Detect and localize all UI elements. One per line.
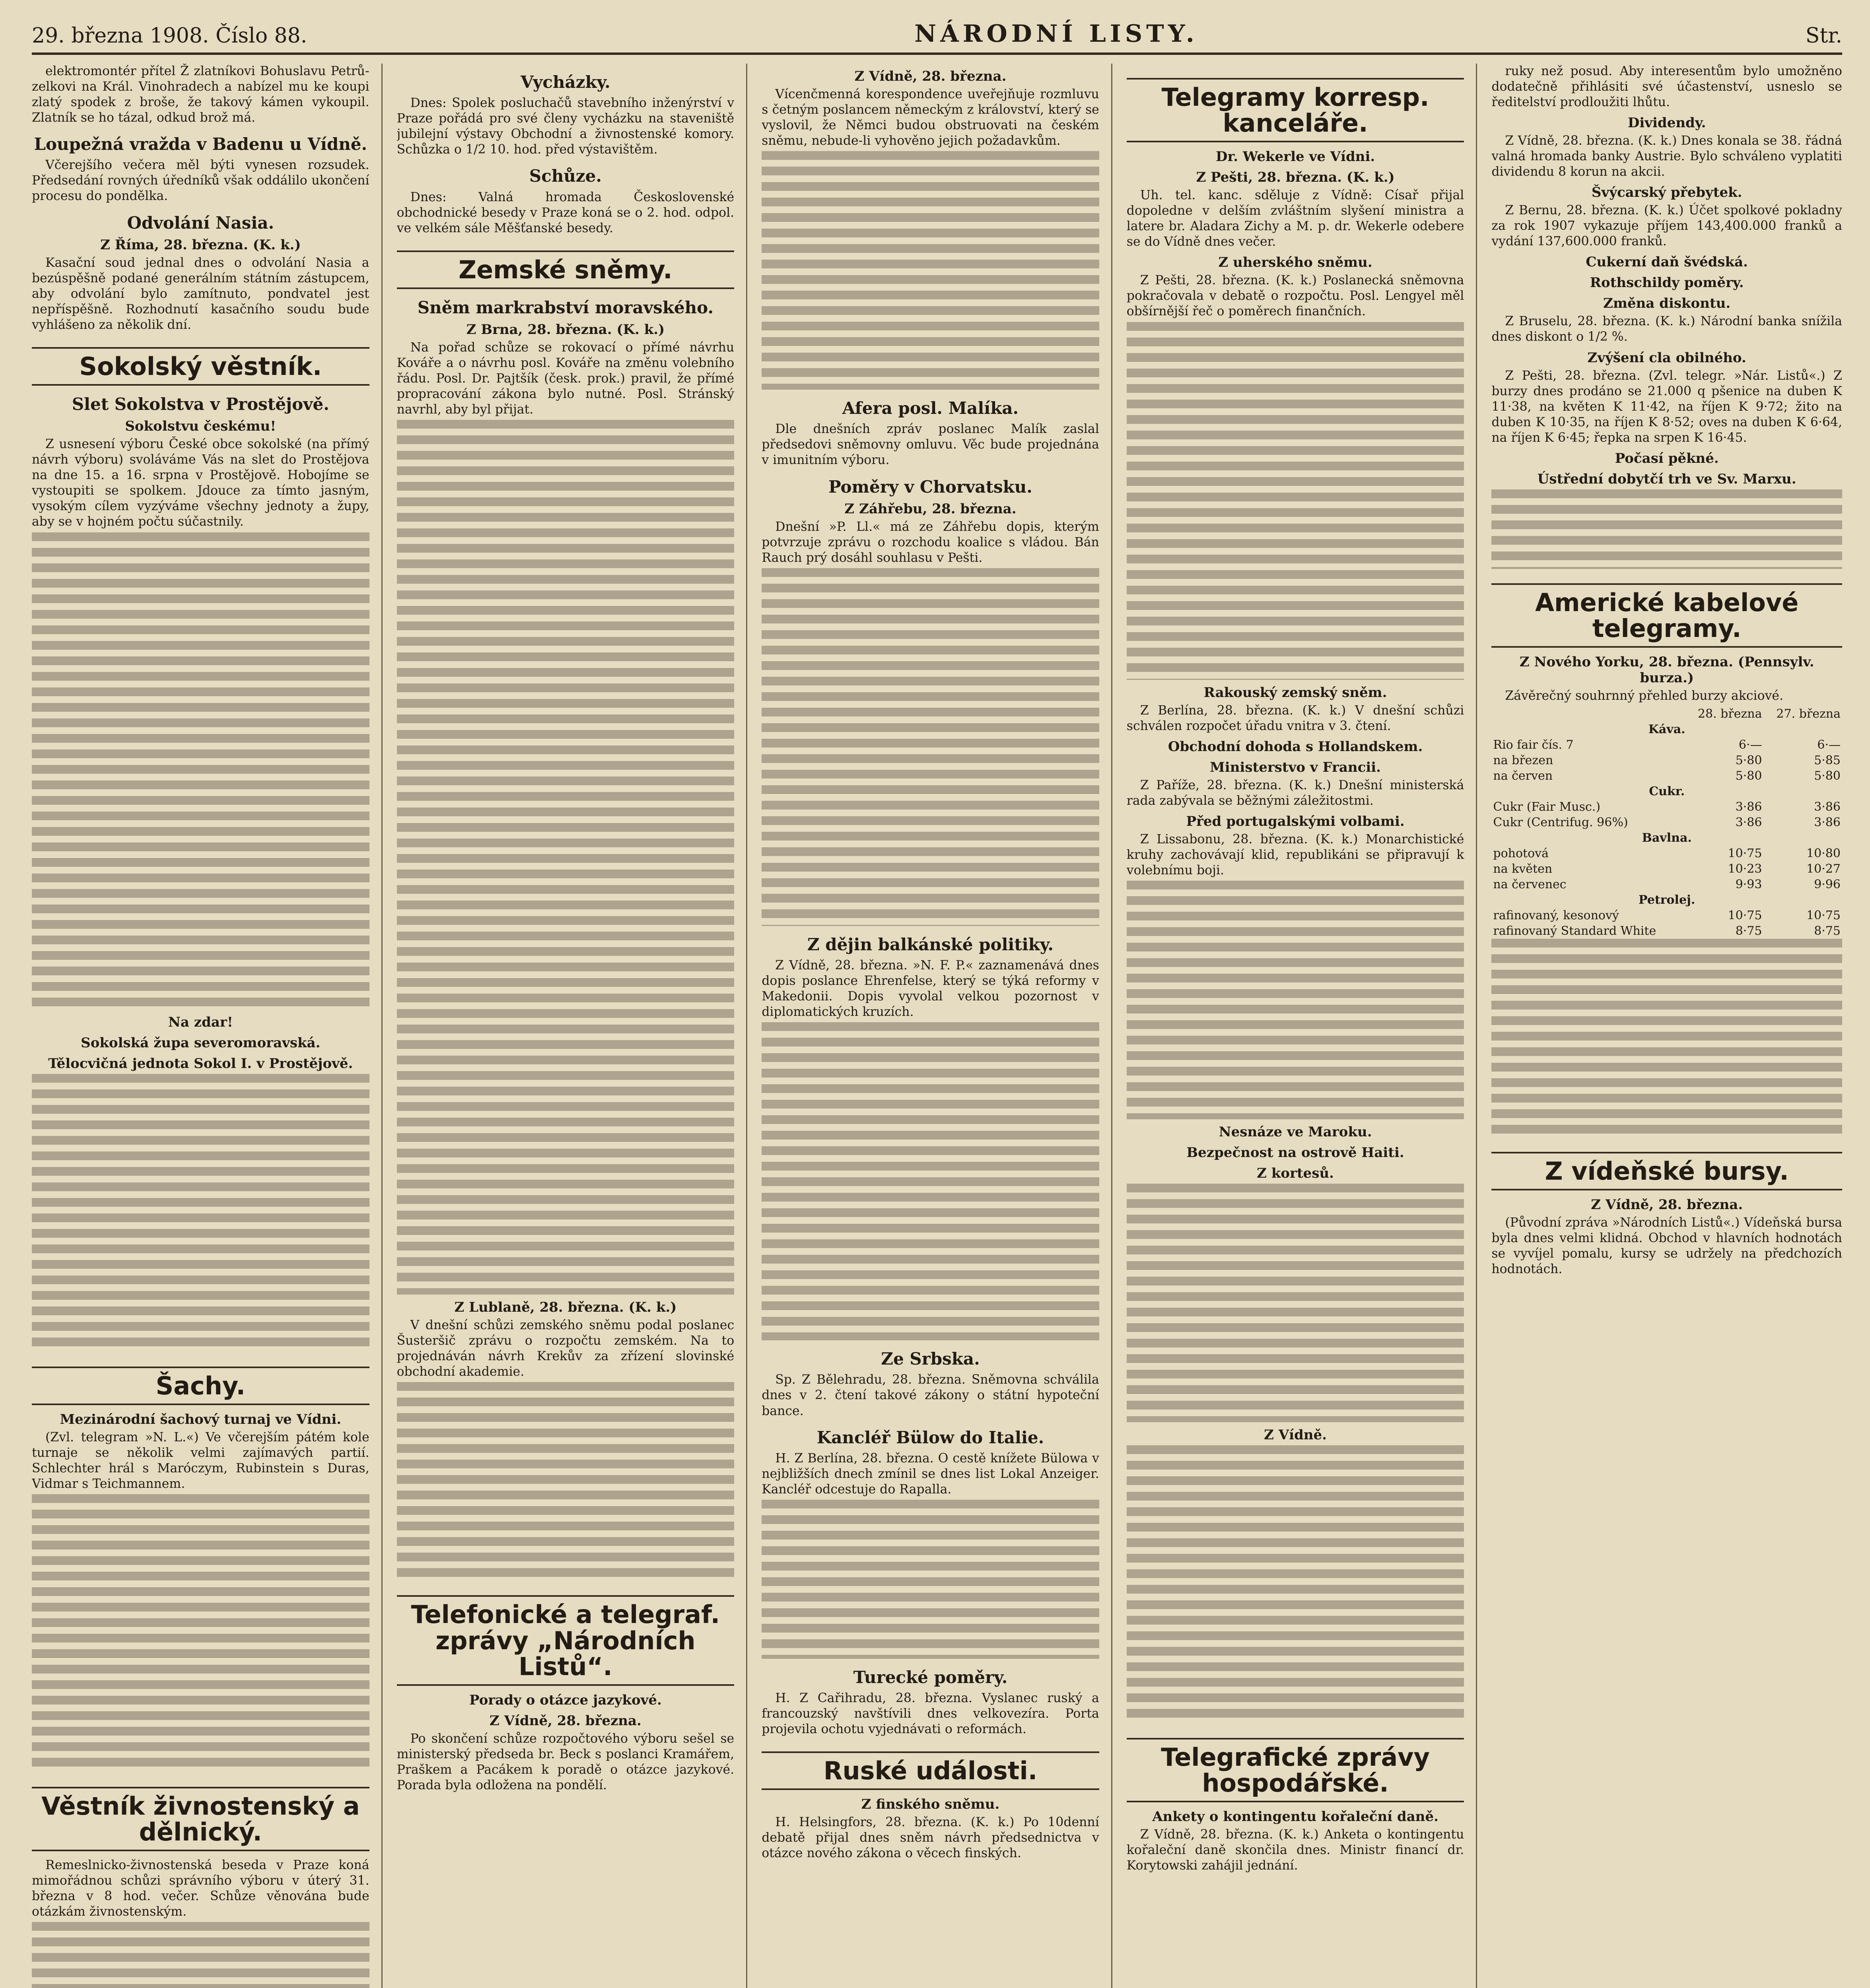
- subheadline: Ministerstvo v Francii.: [1210, 759, 1381, 775]
- headline: Turecké poměry.: [853, 1667, 1008, 1687]
- article-text: Z Bruselu, 28. března. (K. k.) Národní banka snížila dnes diskont o 1/2 %.: [1491, 314, 1842, 344]
- text-block: [397, 420, 735, 1295]
- table-cell: 10·75: [1728, 908, 1762, 922]
- subheadline: Nesnáze ve Maroku.: [1219, 1124, 1372, 1140]
- table-cell: 5·80: [1735, 753, 1762, 767]
- masthead: [32, 16, 1842, 55]
- article-text: (Původní zpráva »Národních Listů«.) Vídeňská bursa byla dnes velmi klidná. Obchod v hlavních hodnotách se vyvíjel pomalu, kursy se udržely na předchozích hodnotách.: [1491, 1215, 1842, 1277]
- subheadline: Z uherského sněmu.: [1218, 254, 1372, 271]
- subheadline: Mezinárodní šachový turnaj ve Vídni.: [60, 1411, 342, 1427]
- section-title: Americké kabelové telegramy.: [1491, 583, 1842, 648]
- article-text: H. Helsingfors, 28. března. (K. k.) Po 10denní debatě přijal dnes sněm návrh předsednictva v otázce nového zákona o věcech finských.: [762, 1815, 1099, 1861]
- table-cell: 5·80: [1735, 769, 1762, 783]
- headline: Slet Sokolstva v Prostějově.: [72, 394, 329, 414]
- text-block: [32, 1494, 369, 1773]
- article-text: Sp. Z Bělehradu, 28. března. Sněmovna schválila dnes v 2. čtení takové zákony o státní hypoteční bance.: [762, 1373, 1099, 1418]
- table-row: [1491, 815, 1842, 830]
- table-cell: na červenec: [1493, 877, 1567, 891]
- column-1: [32, 64, 383, 1988]
- article-text: Po skončení schůze rozpočtového výboru sešel se ministerský předseda br. Beck s poslanci Kramářem, Praškem a Pacákem k poradě o otázce jazykové. Porada byla odložena na pondělí.: [397, 1731, 735, 1792]
- subheadline: Změna diskontu.: [1603, 295, 1731, 312]
- article-text: Z Pešti, 28. března. (K. k.) Poslanecká sněmovna pokračovala v debatě o rozpočtu. Posl. Lengyel měl obšírnější řeč o poměrech finančních.: [1126, 273, 1464, 319]
- table-row: [1491, 768, 1842, 784]
- article-text: (Zvl. telegram »N. L.«) Ve včerejším pátém kole turnaje se několik velmi zajímavých partií. Schlechter hrál s Maróczym, Rubinstein s Duras, Vidmar s Teichmannem.: [32, 1430, 369, 1491]
- column-4: [1127, 64, 1477, 1988]
- subheadline: Rothschildy poměry.: [1590, 275, 1744, 291]
- dateline: Z Lublaně, 28. března. (K. k.): [454, 1299, 677, 1316]
- text-block: [1127, 881, 1464, 1119]
- headline: Z dějin balkánské politiky.: [807, 934, 1054, 954]
- subheadline: Ústřední dobytčí trh ve Sv. Marxu.: [1537, 471, 1796, 487]
- table-cell: na květen: [1493, 862, 1553, 876]
- table-cell: 5·80: [1814, 769, 1841, 783]
- headline: Loupežná vražda v Badenu u Vídně.: [34, 134, 367, 154]
- table-group-title: Cukr.: [1649, 784, 1685, 798]
- table-cell: 6·—: [1738, 738, 1762, 752]
- table-cell: 27. března: [1776, 707, 1841, 721]
- article-text: V dnešní schůzi zemského sněmu podal poslanec Šusteršič zprávu o rozpočtu zemském. Na to projednáván návrh Krekův za zřízení slovinské obchodní akademie.: [397, 1318, 735, 1379]
- page-number: Str.: [1805, 24, 1842, 48]
- signature: Na zdar!: [168, 1014, 233, 1030]
- table-header-row: [1491, 706, 1842, 722]
- article-text: Dle dnešních zpráv poslanec Malík zaslal předsedovi sněmovny omluvu. Věc bude projednána v imunitním výboru.: [762, 422, 1099, 468]
- article-text: Dnes: Valná hromada Československé obchodnické besedy v Praze koná se o 2. hod. odpol. ve velkém sále Měšťanské besedy.: [397, 190, 735, 235]
- subheadline: Bezpečnost na ostrově Haiti.: [1186, 1144, 1404, 1161]
- dateline: Z Pešti, 28. března. (K. k.): [1196, 169, 1395, 186]
- article-text: Kasační soud jednal dnes o odvolání Nasia a bezúspěšně podané generálním státním zástupcem, aby odvolání bylo zamítnuto, pondvatel jest nepříspěšně. Rozhodnutí kasačního soudu bude vyhlášeno za několik dní.: [32, 255, 369, 332]
- table-row: [1491, 908, 1842, 923]
- article-text: H. Z Cařihradu, 28. března. Vyslanec ruský a francouzský navštívili dnes velkovezíra. Porta projevila ochotu vyjednávati o reformách.: [762, 1691, 1099, 1737]
- headline: Sněm markrabství moravského.: [417, 297, 714, 317]
- article-text: Dnes: Spolek posluchačů stavebního inženýrství v Praze pořádá pro své členy vycházku na staveniště jubilejní výstavy Obchodní a živnostenské komory. Schůzka o 1/2 10. hod. před výstavištěm.: [397, 96, 735, 157]
- table-cell: rafinovaný, kesonový: [1493, 908, 1619, 922]
- subheadline: Dr. Wekerle ve Vídni.: [1215, 149, 1375, 165]
- subheadline: Sokolstvu českému!: [125, 418, 276, 435]
- table-cell: 5·85: [1814, 753, 1841, 767]
- text-block: [32, 1922, 369, 1988]
- table-group-title: Káva.: [1648, 722, 1685, 736]
- subheadline: Ankety o kontingentu kořaleční daně.: [1152, 1809, 1438, 1825]
- text-block: [1491, 939, 1842, 1138]
- table-cell: 9·93: [1735, 877, 1762, 891]
- table-cell: 9·96: [1814, 877, 1841, 891]
- table-cell: rafinovaný Standard White: [1493, 924, 1656, 938]
- article-text: Z usnesení výboru České obce sokolské (na přímý návrh výboru) svoláváme Vás na slet do Prostějova na dne 15. a 16. srpna v Prostějově. Hobojíme se vystoupiti se spolkem. Jdouce za tímto jasným, vysokým cílem vyzýváme všechny jednoty a župy, aby se v hojném počtu súčastnily.: [32, 437, 369, 529]
- headline: Odvolání Nasia.: [127, 213, 274, 233]
- table-row: [1491, 737, 1842, 753]
- section-title: Ruské události.: [762, 1751, 1099, 1790]
- table-cell: pohotová: [1493, 846, 1549, 860]
- subheadline: Dividendy.: [1627, 115, 1706, 131]
- table-cell: 3·86: [1814, 800, 1841, 814]
- text-block: [397, 1382, 735, 1581]
- subheadline: Cukerní daň švédská.: [1586, 254, 1748, 270]
- article-text: elektromontér přítel Ž zlatníkovi Bohuslavu Petrů-zelkovi na Král. Vinohradech a nabízel mu ke koupi zlatý spodek z broše, že takový kámen vykoupil. Zlatník se ho tázal, odkud brož má.: [32, 64, 369, 125]
- subheadline: Porady o otázce jazykové.: [469, 1692, 662, 1708]
- commodity-table: [1491, 706, 1842, 939]
- table-row: [1491, 861, 1842, 877]
- column-5: [1491, 64, 1842, 1988]
- table-cell: 3·86: [1735, 815, 1762, 829]
- table-row: [1491, 846, 1842, 861]
- table-row: [1491, 753, 1842, 768]
- table-row: [1491, 799, 1842, 815]
- text-block: [762, 151, 1099, 390]
- article-text: Z Pešti, 28. března. (Zvl. telegr. »Nár. Listů«.) Z burzy dnes prodáno se 21.000 q pšenice na duben K 11·38, na květen K 11·42, na říjen K 9·72; žito na duben K 10·35, na říjen K 8·52; oves na duben K 6·64, na říjen K 6·45; řepka na srpen K 16·45.: [1491, 368, 1842, 445]
- article-text: Z Berlína, 28. března. (K. k.) V dnešní schůzi schválen rozpočet úřadu vnitra v 3. čtení.: [1126, 703, 1464, 733]
- subheadline: Sokolská župa severomoravská.: [81, 1035, 321, 1051]
- article-text: Z Bernu, 28. března. (K. k.) Účet spolkové pokladny za rok 1907 vykazuje příjem 143,400.000 franků a vydání 137,600.000 franků.: [1491, 203, 1842, 249]
- table-cell: 3·86: [1735, 800, 1762, 814]
- article-text: Z Vídně, 28. března. »N. F. P.« zaznamenává dnes dopis poslance Ehrenfelse, který se týká reformy v Makedonii. Dopis vyvolal velkou pozornost v diplomatických kruzích.: [762, 958, 1099, 1019]
- subheadline: Zvýšení cla obilného.: [1587, 349, 1746, 366]
- headline: Schůze.: [529, 166, 602, 186]
- text-block: [762, 1500, 1099, 1659]
- issue-date: 29. března 1908. Číslo 88.: [32, 24, 307, 48]
- subheadline: Z kortesů.: [1257, 1165, 1334, 1181]
- section-title: Telegramy korresp. kanceláře.: [1127, 78, 1464, 142]
- table-cell: Cukr (Fair Musc.): [1493, 800, 1601, 814]
- subheadline: Z Vídně.: [1264, 1427, 1327, 1443]
- table-cell: 10·27: [1806, 862, 1841, 876]
- article-text: Vícenčmenná korespondence uveřejňuje rozmluvu s četným poslancem německým z království, který se vyslovil, že Němci budou obstruovati na českém sněmu, nebude-li vyhověno jejich požadavkům.: [762, 87, 1099, 148]
- table-cell: Rio fair čís. 7: [1493, 738, 1574, 752]
- article-text: Z Vídně, 28. března. (K. k.) Dnes konala se 38. řádná valná hromada banky Austrie. Bylo schváleno vyplatiti dividendu 8 korun na akcii.: [1491, 134, 1842, 179]
- article-text: H. Z Berlína, 28. března. O cestě knížete Bülowa v nejbližších dnech zmínil se dnes list Lokal Anzeiger. Kancléř odcestuje do Rapalla.: [762, 1451, 1099, 1497]
- section-title: Zemské sněmy.: [397, 250, 735, 289]
- article-text: Dnešní »P. Ll.« má ze Záhřebu dopis, kterým potvrzuje zprávu o rozchodu koalice s vládou. Bán Rauch prý dosáhl souhlasu v Pešti.: [762, 519, 1099, 565]
- dateline: Z Říma, 28. března. (K. k.): [100, 237, 301, 253]
- subheadline: Počasí pěkné.: [1615, 450, 1719, 466]
- text-block: [1127, 1184, 1464, 1422]
- section-title: Šachy.: [32, 1367, 369, 1405]
- article-text: Uh. tel. kanc. sděluje z Vídně: Císař přijal dopoledne v delším zvláštním slyšení ministra a latere br. Aladara Zichy a M. p. dr. Wekerle odebere se do Vídně dnes večer.: [1126, 188, 1464, 249]
- article-text: Z Vídně, 28. března. (K. k.) Anketa o kontingentu kořaleční daně skončila dnes. Ministr financí dr. Korytowski zahájil jednání.: [1126, 1827, 1464, 1873]
- subheadline: Rakouský zemský sněm.: [1203, 684, 1387, 701]
- subheadline: Obchodní dohoda s Hollandskem.: [1168, 738, 1423, 755]
- article-text: Včerejšího večera měl býti vynesen rozsudek. Předsedání rovných úředníků však oddálilo ukončení procesu do pondělka.: [32, 158, 369, 204]
- subheadline: Před portugalskými volbami.: [1186, 813, 1405, 829]
- table-cell: na březen: [1493, 753, 1553, 767]
- article-text: ruky než posud. Aby interesentům bylo umožněno dodatečně přihlásiti své účastenství, usneslo se ředitelství prodloužiti lhůtu.: [1491, 64, 1842, 110]
- dateline: Z Vídně, 28. března.: [854, 68, 1007, 84]
- article-text: Remeslnicko-živnostenská beseda v Praze koná mimořádnou schůzi správního výboru v úterý 31. března v 8 hod. večer. Schůze věnována bude otázkám živnostenským.: [32, 1858, 369, 1919]
- section-title: Sokolský věstník.: [32, 347, 369, 386]
- table-cell: na červen: [1493, 769, 1553, 783]
- table-cell: Cukr (Centrifug. 96%): [1493, 815, 1628, 829]
- table-row: [1491, 923, 1842, 939]
- table-cell: 8·75: [1735, 924, 1762, 938]
- table-cell: 10·80: [1806, 846, 1841, 860]
- column-2: [397, 64, 748, 1988]
- text-block: [32, 532, 369, 1010]
- headline: Vycházky.: [521, 72, 610, 92]
- subheadline: Z Nového Yorku, 28. března. (Pennsylv. burza.): [1519, 654, 1814, 686]
- table-row: [1491, 877, 1842, 892]
- subheadline: Tělocvičná jednota Sokol I. v Prostějově.: [48, 1055, 353, 1072]
- column-3: [762, 64, 1112, 1988]
- section-title: Telefonické a telegraf. zprávy „Národních Listů“.: [397, 1595, 735, 1685]
- subheadline: Švýcarský přebytek.: [1591, 184, 1742, 201]
- text-block: [762, 568, 1099, 926]
- columns: [32, 64, 1842, 1988]
- table-group-title: Bavlna.: [1642, 831, 1692, 845]
- text-block: [762, 1022, 1099, 1340]
- table-cell: 10·23: [1728, 862, 1762, 876]
- newspaper-title: NÁRODNÍ LISTY.: [914, 20, 1198, 48]
- dateline: Z Vídně, 28. března.: [489, 1712, 641, 1729]
- text-block: [32, 1074, 369, 1352]
- dateline: Z Vídně, 28. března.: [1591, 1197, 1743, 1213]
- table-cell: 10·75: [1728, 846, 1762, 860]
- dateline: Z Brna, 28. března. (K. k.): [466, 321, 665, 338]
- table-cell: [1491, 706, 1685, 722]
- text-block: [1127, 1445, 1464, 1724]
- dateline: Z Záhřebu, 28. března.: [844, 501, 1017, 517]
- headline: Poměry v Chorvatsku.: [828, 477, 1032, 497]
- table-group-title: Petrolej.: [1639, 893, 1695, 907]
- article-text: Z Paříže, 28. března. (K. k.) Dnešní ministerská rada zabývala se běžnými záležitostmi.: [1126, 778, 1464, 808]
- text-block: [1127, 322, 1464, 680]
- table-cell: 8·75: [1814, 924, 1841, 938]
- subheadline: Z finského sněmu.: [861, 1796, 1000, 1813]
- table-cell: 6·—: [1817, 738, 1841, 752]
- table-cell: 3·86: [1814, 815, 1841, 829]
- table-cell: 28. března: [1697, 707, 1762, 721]
- section-title: Věstník živnostenský a dělnický.: [32, 1787, 369, 1851]
- headline: Afera posl. Malíka.: [842, 398, 1019, 418]
- table-cell: 10·75: [1806, 908, 1841, 922]
- headline: Ze Srbska.: [881, 1349, 980, 1369]
- section-title: Telegrafické zprávy hospodářské.: [1127, 1738, 1464, 1802]
- headline: Kancléř Bülow do Italie.: [816, 1427, 1044, 1447]
- section-title: Z vídeňské bursy.: [1491, 1152, 1842, 1190]
- text-block: [1491, 489, 1842, 569]
- article-text: Na pořad schůze se rokovací o přímé návrhu Kováře a o návrhu posl. Kováře na změnu volebního řádu. Posl. Dr. Pajtšík (česk. prok.) pravil, že přímé propracování zákona bylo nutné. Posl. Stránský navrhl, aby byl přijat.: [397, 340, 735, 417]
- article-text: Z Lissabonu, 28. března. (K. k.) Monarchistické kruhy zachovávají klid, republikáni se připravují k volebnímu boji.: [1126, 832, 1464, 878]
- article-text: Závěrečný souhrnný přehled burzy akciové.: [1505, 688, 1784, 703]
